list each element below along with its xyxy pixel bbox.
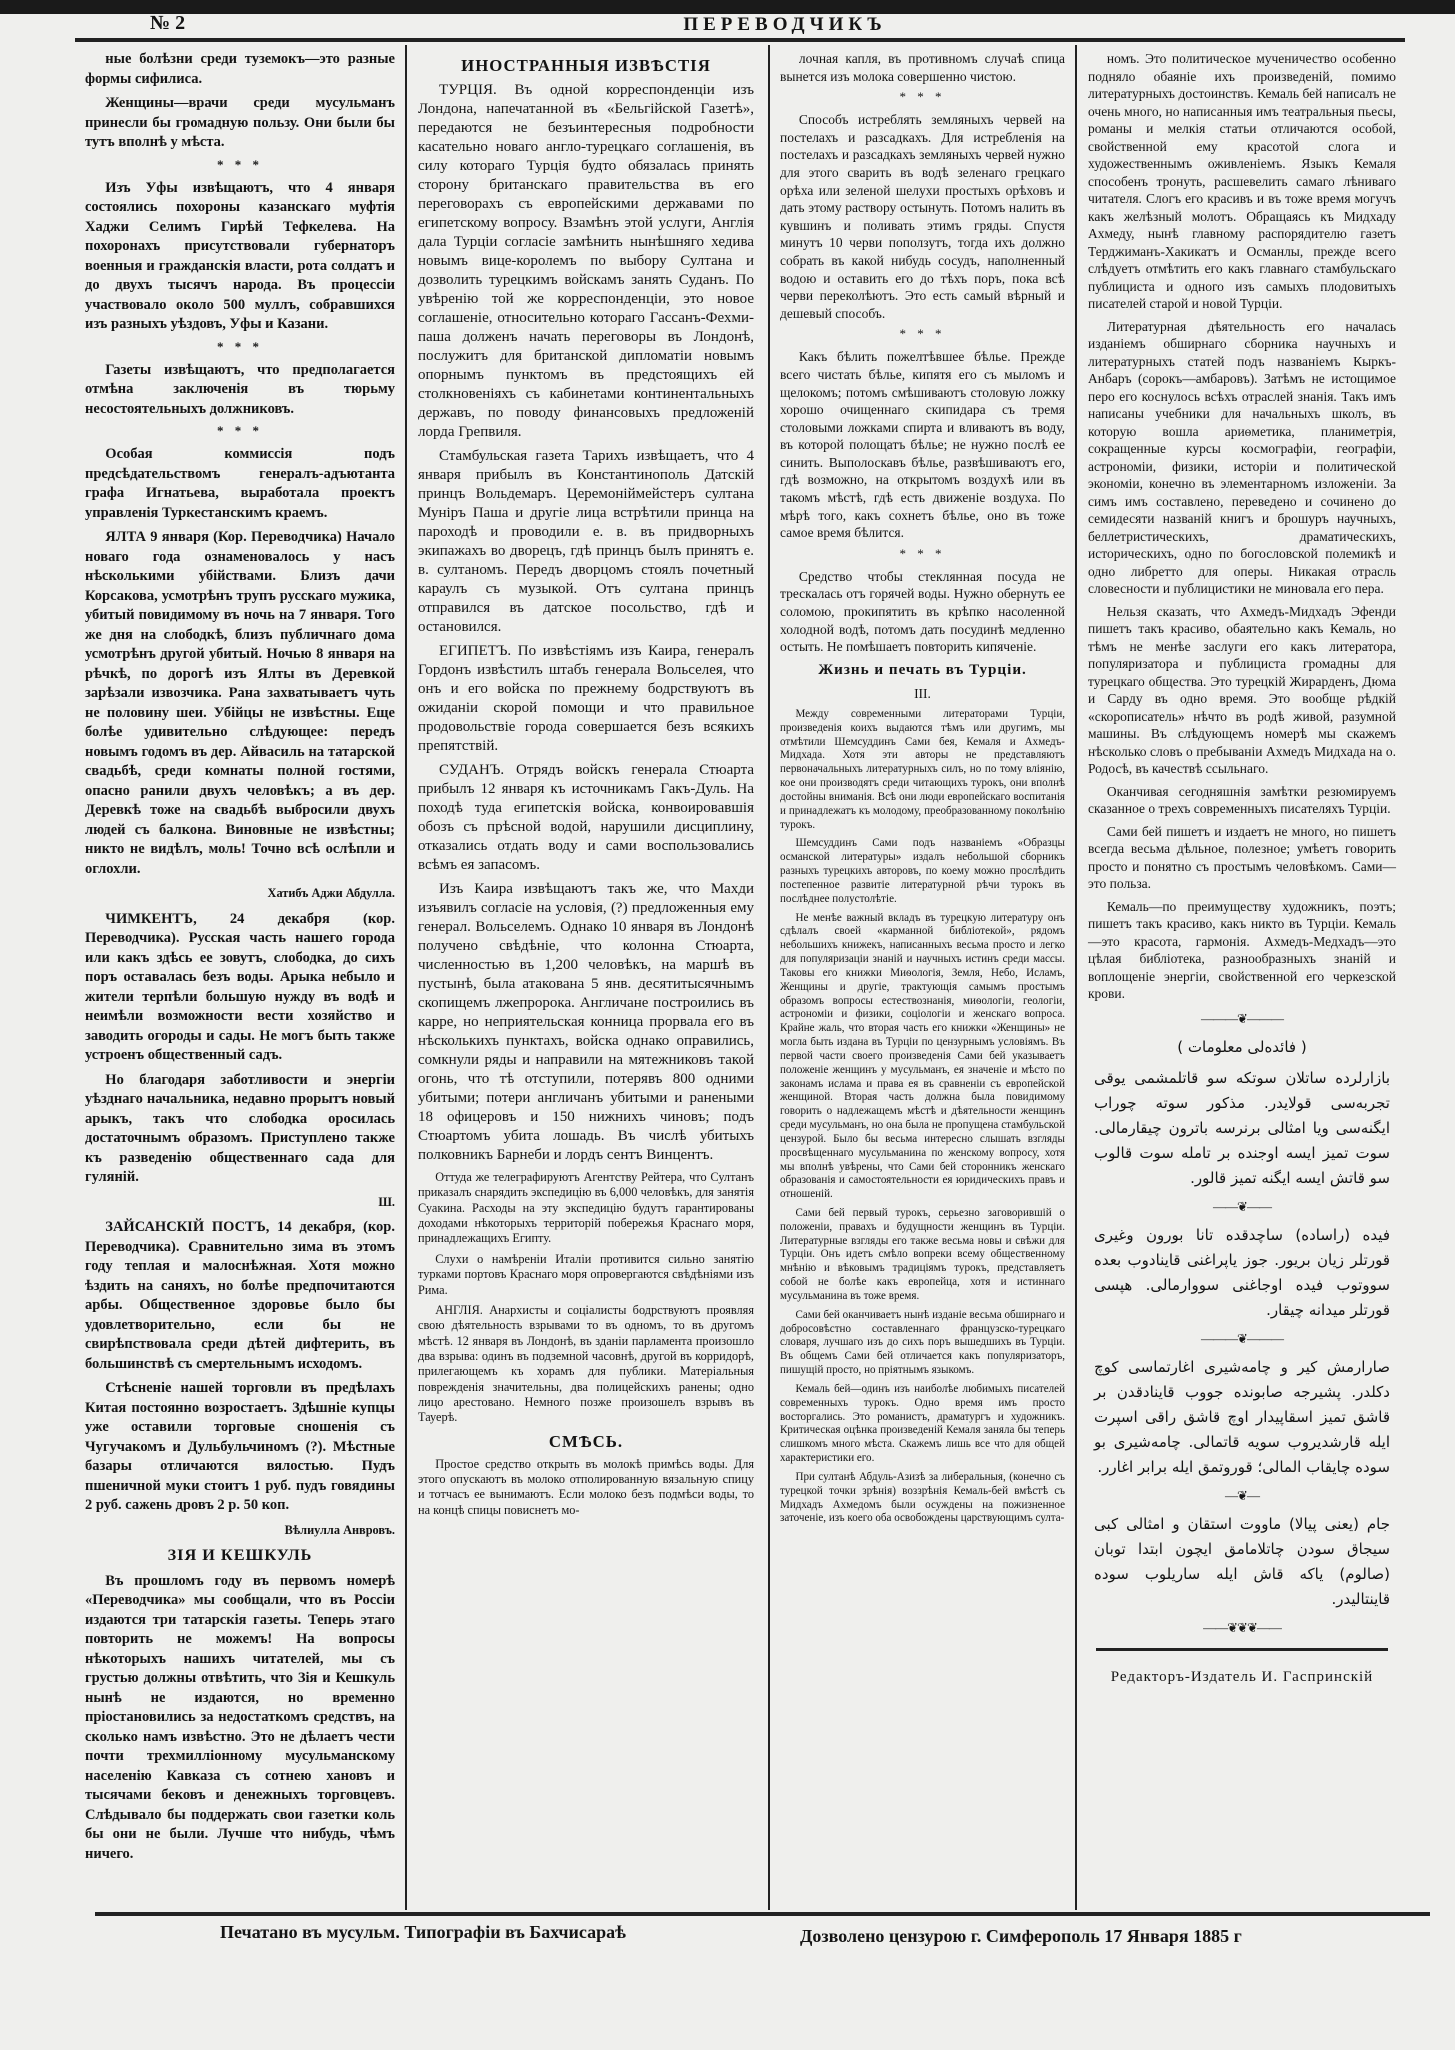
paragraph: лочная капля, въ противномъ случаѣ спица вынется изъ молока совершенно чистою. <box>780 51 1065 84</box>
arabic-paragraph: بازارلرده ساتلان سوتکه سو قاتلمشمی یوقی تجربه‌سی قولایدر. مذکور سوته چوراب ایگنه‌سی ویا امثالی برنرسه باترون چیقارمالی. سوت تمیز ایسه اوجنده بر تامله سوت قالوب سو قاتش ایسه ایگنه تمیز قالور. <box>1094 1068 1390 1187</box>
scan-top-edge <box>0 0 1455 14</box>
paragraph: Слухи о намѣреніи Италіи противится сильно занятію турками портовъ Краснаго моря опровергаются свѣдѣніями изъ Рима. <box>418 1251 754 1297</box>
paragraph: Сами бей первый турокъ, серьезно заговорившій о положеніи, правахъ и будущности женщинъ въ Турціи. Литературные взгляды его также весьма новы и свѣжи для Турціи. Онъ идетъ смѣло вопреки всему общественному мнѣнію и вѣковымъ традиціямъ турокъ, представляетъ собой не болѣе какъ европейца, хотя и истиннаго мусульманина въ тоже время. <box>780 1206 1065 1302</box>
censorship-imprint: Дозволено цензурою г. Симферополь 17 Января 1885 г <box>800 1926 1242 1946</box>
paragraph: Шемсуддинъ Сами подъ названіемъ «Образцы османской литературы» издалъ небольшой сборникъ разныхъ турецкихъ авторовъ, по коему можно прослѣдить постепенное развитіе литературной рѣчи турокъ въ послѣднее полустолѣтіе. <box>780 837 1065 905</box>
paragraph: АНГЛІЯ. Анархисты и соціалисты бодрствуютъ проявляя свою дѣятельность взрывами то въ одномъ, то въ другомъ мѣстѣ. 12 января въ Лондонѣ, въ зданіи парламента произошло два взрыва: одинъ въ подземной часовнѣ, другой въ корридорѣ, прилегающемъ къ хорамъ для публики. Матеріальныя поврежденія значительны, два полицейскихъ ранены; одно лицо арестовано. Немного позже произошелъ взрывъ въ Тауерѣ. <box>418 1302 754 1425</box>
section-separator-stars: * * * <box>217 338 263 354</box>
section-heading: Жизнь и печать въ Турціи. <box>818 661 1027 678</box>
section-separator-stars: * * * <box>899 89 946 105</box>
printer-imprint: Печатано въ мусульм. Типографіи въ Бахчисараѣ <box>220 1922 626 1942</box>
paragraph: ЗАЙСАНСКІЙ ПОСТЪ, 14 декабря, (кор. Переводчика). Сравнительно зима въ этомъ году теплая и малоснѣжная. Хотя можно ѣздить на саняхъ, но болѣе предпочитаются арбы. Общественное здоровье было бы удовлетворительно, если бы не свирѣпствовала среди дѣтей дифтерить, въ большинствѣ съ смертельнымъ исходомъ. <box>85 1219 395 1372</box>
column-3 <box>780 50 1065 1531</box>
ornament-divider: ———❦——— <box>1201 1330 1283 1346</box>
editor-publisher-line: Редакторъ-Издатель И. Гаспринскій <box>1110 1668 1374 1685</box>
paragraph: Изъ Каира извѣщаютъ такъ же, что Махди изъявилъ согласіе на условія, (?) предложенныя ему генерал. Вольселемъ. Однако 10 января въ Лондонѣ получено свѣдѣніе, что колонна Стюарта, численностью въ 1,200 человѣкъ, на маршѣ въ пустынѣ, была атакована 5 янв. десятитысячнымъ скопищемъ лжепророка. Англичане построились въ карре, но неприятельская конница прорвала его въ нѣсколькихъ пунктахъ, войска однако оправились, сомкнули ряды и направили на мятежниковъ такой огонь, что тѣ отступили, потерявъ 800 одними убитыми; потери англичанъ убитыми и ранеными 18 офицеровъ и 150 нижнихъ чиновъ; подъ Стюартомъ убита лошадь. Въ числѣ убитыхъ полковникъ Барнеби и лордъ сентъ Винцентъ. <box>418 881 754 1163</box>
paragraph: номъ. Это политическое мученичество особенно подняло обаяніе ихъ произведеній, помимо литературныхъ достоинствъ. Кемаль бей написалъ не очень много, но написанныя имъ театральныя пьесы, романы и мелкія статьи отличаются особой, свойственной ему красотой слога и художественнымъ оживленіемъ. Языкъ Кемаля способенъ тронуть, расшевелить самаго лѣниваго читателя. Слогъ его красивъ и въ тоже время могучъ какъ желѣзный молотъ. Обращаясь къ Мидхаду Ахмеду, нынѣ главному распорядителю газетъ Терджиманъ-Хакикатъ и Османлы, прежде всего слѣдуетъ отмѣтить его какъ главнаго стамбульскаго публициста и одного изъ самыхъ плодовитыхъ писателей старой и новой Турціи. <box>1088 51 1396 311</box>
arabic-paragraph: صارارمش کیر و چامه‌شیری اغارتماسی کوچ دکلدر. پشیرجه صابونده جووب قاینادقدن بر قاشق تمیز اسقاپیدار اوچ قاشق راقی اسپرت ایله قارشدیروب سویه قاتمالی. چامه‌شیری بو سوده چایقاب المالی؛ قوروتمق ایله برابر اغارر. <box>1094 1357 1390 1476</box>
paragraph: Стамбульская газета Тарихъ извѣщаетъ, что 4 января прибылъ въ Константинополь Датскій принцъ Вольдемаръ. Церемоніймейстеръ султана Мунiръ Паша и другіе лица встрѣтили принца на пароходѣ и проводили е. в. въ придворныхъ экипажахъ во дворецъ, гдѣ принцъ былъ принятъ е. в. султаномъ. Передъ дворцомъ стоялъ почетный караулъ съ музыкой. Отъ султана принцъ отправился въ датское посольство, гдѣ и остановился. <box>418 448 754 635</box>
divider-rule <box>1096 1648 1388 1651</box>
paragraph: При султанѣ Абдуль-Азизѣ за либеральныя, (конечно съ турецкой точки зрѣнія) воззрѣнія Кемаль-бей вмѣстѣ съ Мидхадъ Ахмедомъ были осуждены на пожизненное заточеніе, изъ коего оба освобождены царствующимъ султа- <box>780 1470 1065 1525</box>
column-divider <box>1075 45 1077 1910</box>
column-divider <box>768 45 770 1910</box>
column-1 <box>85 50 395 1869</box>
paragraph: Сами бей пишетъ и издаетъ не много, но пишетъ всегда весьма дѣльное, полезное; умѣетъ говорить просто и понятно съ простымъ человѣкомъ. Сами—это польза. <box>1088 823 1396 891</box>
ornament-divider: ——❦—— <box>1213 1198 1271 1214</box>
paragraph: ные болѣзни среди туземокъ—это разные формы сифилиса. <box>85 51 395 87</box>
paragraph: Особая коммиссія подъ предсѣдательствомъ генералъ-адъютанта графа Игнатьева, выработала проектъ управленія Туркестанскимъ краемъ. <box>85 446 395 521</box>
paragraph: Литературная дѣятельность его началась изданіемъ обширнаго сборника научныхъ и литературныхъ статей подъ названіемъ Кыркъ-Анбаръ (сорокъ—амбаровъ). Затѣмъ не истощимое перо его коснулось всѣхъ отраслей знанія. Такъ имъ написаны учебники для начальныхъ школъ, въ которую вошла ариѳметика, планиметрія, сокращенные курсы космографіи, географіи, астрономіи, физики, исторіи и политической экономіи, конечно въ элементарномъ изложеніи. За симъ имъ составлено, переведено и сочинено до семидесяти названій книгъ и брошуръ научныхъ, беллетристическихъ, драматическихъ, историческихъ, одно по богословской полемикѣ и одно либретто для оперы. Никакая отрасль словесности и публицистики не миновала его пера. <box>1088 318 1396 596</box>
column-divider <box>405 45 407 1910</box>
ornament-divider: —❦— <box>1225 1487 1259 1503</box>
section-separator-stars: * * * <box>899 326 946 342</box>
section-separator-stars: * * * <box>899 545 946 561</box>
paragraph: Въ прошломъ году въ первомъ номерѣ «Переводчика» мы сообщали, что въ Россіи издаются три татарскія газеты. Теперь этаго повторить не можемъ! На вопросы нѣкоторыхъ нашихъ читателей, мы съ грустью должны отвѣтить, что Зія и Кешкуль нынѣ не издаются, но временно пріостановились за недостаткомъ средствъ, на сколько намъ извѣстно. Это не дѣлаетъ чести почти трехмилліонному мусульманскому населенію Кавказа съ сотнею хановъ и тысячами бековъ и денежныхъ торговцевъ. Слѣдывало бы поддержать свои газетки коль бы они не были. Лучше что нибудь, чѣмъ ничего. <box>85 1572 395 1862</box>
section-heading: ЗІЯ И КЕШКУЛЬ <box>167 1546 313 1564</box>
byline: Вѣлиулла Анвровъ. <box>284 1522 395 1537</box>
paragraph: Но благодаря заботливости и энергіи уѣзднаго начальника, недавно прорытъ новый арыкъ, такъ что слободка оросилась достаточнымъ образомъ. Приступлено также къ разведенію общественнаго сада для гуляній. <box>85 1071 395 1185</box>
paragraph: Средство чтобы стеклянная посуда не трескалась отъ горячей воды. Нужно обернуть ее соломою, прокипятить въ крѣпко насоленной холодной водѣ, потомъ дать посудинѣ медленно остыть. Не помѣшаетъ повторить кипяченіе. <box>780 568 1065 655</box>
ornament-divider: ———❦——— <box>1201 1010 1283 1026</box>
byline: Ш. <box>378 1194 395 1209</box>
section-number: III. <box>914 686 931 702</box>
paragraph: Сами бей оканчиваетъ нынѣ изданіе весьма обширнаго и добросовѣстно составленнаго французско-турецкаго словаря, лучшаго изъ до сихъ поръ вышедшихъ въ Турціи. Въ общемъ Сами бей отличается какъ популяризаторъ, пишущій просто, но пріятнымъ языкомъ. <box>780 1308 1065 1377</box>
paragraph: Оканчивая сегодняшнія замѣтки резюмируемъ сказанное о трехъ современныхъ писателяхъ Турціи. <box>1088 783 1396 816</box>
paragraph: Оттуда же телеграфируютъ Агентству Рейтера, что Султанъ приказалъ снарядить экспедицію въ 6,000 человѣкъ, для занятія Суакина. Расходы на эту экспедицію будутъ гарантированы доходами нѣкоторыхъ территорій побережья Краснаго моря, принадлежащихъ Египту. <box>418 1170 754 1246</box>
newspaper-title: ПЕРЕВОДЧИКЪ <box>683 14 887 35</box>
paragraph: Простое средство открыть въ молокѣ примѣсь воды. Для этого опускаютъ въ молоко отполированную вязальную спицу и тотчасъ ее вынимаютъ. Если молоко безъ подмѣси воды, то на концѣ спицы повиснетъ мо- <box>418 1456 754 1517</box>
section-heading: СМѢСЬ. <box>548 1431 624 1451</box>
paragraph: Какъ бѣлить пожелтѣвшее бѣлье. Прежде всего чистать бѣлье, кипятя его съ мыломъ и щелокомъ; потомъ смѣшиваютъ столовую ложку хорошо очищеннаго скипидара съ тремя столовыми ложками спирта и вливаютъ въ воду, въ которой полощатъ бѣлье; не нужно послѣ ее синить. Выполоскавъ бѣлье, развѣшиваютъ его, гдѣ возможно, на открытомъ воздухѣ или въ такомъ мѣстѣ, гдѣ есть движеніе воздуха. По мѣрѣ того, какъ сохнетъ бѣлье, оно въ тоже самое время бѣлится. <box>780 349 1065 541</box>
arabic-paragraph: فیده (راساده) ساچدقده تانا بورون وغیری قورتلر زیان بریور. جوز یاپراغنی قاینادوب بعده سووتوب فیده اوجاغنی سووارمالی. هپسی قورتلر میدانه چیقار. <box>1094 1225 1390 1319</box>
paragraph: Между современными литераторами Турціи, произведенія коихъ выдаются тѣмъ или другимъ, мы отмѣтили Шемсуддинъ Сами бея, Кемаля и Ахмедъ-Мидхада. Хотя эти авторы не представляютъ первоначальныхъ литературныхъ силъ, но по тому вліянію, кое они производятъ среди читающихъ турокъ, они вполнѣ достойны вниманія. Всѣ они люди европейскаго воспитанія и принадлежатъ къ молодому, преобразованному поколѣнію турокъ. <box>780 708 1065 831</box>
paragraph: ЧИМКЕНТЪ, 24 декабря (кор. Переводчика). Русская часть нашего города или какъ здѣсь ее зовутъ, слободка, до сихъ поръ оставалась безъ воды. Арыка небыло и жители терпѣли большую нужду въ водѣ и неимѣли возможности вести хозяйство и заводить огороды и сады. Не могъ быть также устроенъ общественный садъ. <box>85 910 395 1063</box>
paragraph: СУДАНЪ. Отрядъ войскъ генерала Стюарта прибылъ 12 января къ источникамъ Гакъ-Дуль. На походѣ туда египетскія войска, конвоировавшія обозъ съ прѣсной водой, нарушили дисциплину, отказались отдать воду и сами воспользовались всѣмъ ея запасомъ. <box>418 762 754 873</box>
arabic-heading: ( فائده‌لی معلومات ) <box>1177 1037 1307 1056</box>
paragraph: ТУРЦІЯ. Въ одной корреспонденціи изъ Лондона, напечатанной въ «Бельгійской Газетѣ», передаются не безъинтересныя подробности касательно новаго англо-турецкаго соглашенія, въ силу котораго Турція будто обязалась принять сторону британскаго правительства въ его переговорахъ съ европейскими державами по египетскому вопросу. Взамѣнъ этой услуги, Англія дала Турціи согласіе замѣнить нынѣшняго хедива новымъ вице-королемъ по выбору Султана и дозволить турецкимъ войскамъ занять Суданъ. По увѣренію той же корреспонденціи, это новое соглашеніе, относительно котораго Гассанъ-Фехми-паша долженъ начать переговоры въ Лондонѣ, послужитъ для британской дипломатіи новымъ опорнымъ пунктомъ въ предстоящихъ ей столкновеніяхъ съ кабинетами континентальныхъ державъ, по поводу финансовыхъ предложеній лорда Грепвиля. <box>418 82 754 440</box>
paragraph: Стѣсненіе нашей торговли въ предѣлахъ Китая постоянно возростаетъ. Здѣшніе купцы уже оставили торговые сношенія съ Чугучакомъ и Дульбульчиномъ (?). Мѣстные базары отличаются вялостью. Пудъ пшеничной муки стоитъ 1 руб. пудъ говядины 2 руб. сажень дровъ 2 р. 50 коп. <box>85 1380 395 1513</box>
paragraph: Изъ Уфы извѣщаютъ, что 4 января состоялись похороны казанскаго муфтія Хаджи Селимъ Гирѣй Тефкелева. На похоронахъ присутствовали губернаторъ военныя и гражданскія власти, рота солдатъ и до двухъ тысячъ народа. Въ процессіи участвовало около 500 муллъ, собравшихся изъ разныхъ уѣздовъ, Уфы и Казани. <box>85 179 395 332</box>
arabic-paragraph: جام (یعنی پیالا) ماووت استقان و امثالی کبی سیجاق سودن چاتلامامق ایچون ابتدا توبان (صالوم) یاکه قاش ایله ساریلوب سوده قاینتالیدر. <box>1094 1514 1390 1608</box>
paragraph: Нельзя сказать, что Ахмедъ-Мидхадъ Эфенди пишетъ такъ красиво, обаятельно какъ Кемаль, но тѣмъ не менѣе заслуги его какъ литератора, популяризатора и публициста громадны для турецкаго общества. Это турецкій Жирарденъ, Дюма и Сарду въ одно время. Это вообще рѣдкій «скорописатель» нѣчто въ родѣ живой, разумной машины. Въ слѣдующемъ номерѣ мы скажемъ нѣсколько словъ о пребываніи Ахмедъ Мидхада на о. Родосѣ, въ качествѣ ссыльнаго. <box>1088 603 1396 776</box>
paragraph: Не менѣе важный вкладъ въ турецкую литературу онъ сдѣлалъ своей «карманной библіотекой», рядомъ небольшихъ книжекъ, написанныхъ весьма просто и легко для популяризаціи знаній и научныхъ истинъ среди массы. Таковы его книжки Миѳологія, Земля, Небо, Исламъ, Женщины и другіе, трактующія самымъ простымъ образомъ вопросы естествознанія, миѳологіи, геологіи, астрономіи и физики, соціологіи и женскаго вопроса. Крайне жаль, что вторая часть его книжки «Женщины» не могла быть издана въ Турціи по цензурнымъ условіямъ. Въ первой части своего произведенія Сами бей указываетъ положеніе женщинъ у мусульманъ, ея значеніе и мѣсто по законамъ ислама и права ея въ сравненіи съ европейской женщиной. Вторая часть должна была повидимому говорить о надлежащемъ мѣстѣ и дѣятельности женщинъ среди мусульманъ, но она была не пропущена стамбульской цензурой. Было бы весьма интересно слышать взгляды просвѣщеннаго мусульманина по женскому вопросу, хотя мы вполнѣ увѣрены, что Сами бей сторонникъ женскаго образованія и самостоятельности ея юридическихъ правъ и отношеній. <box>780 911 1065 1201</box>
paragraph: Газеты извѣщаютъ, что предполагается отмѣна заключенія въ тюрьму несостоятельныхъ должниковъ. <box>85 361 395 417</box>
header-rule <box>75 38 1405 42</box>
section-separator-stars: * * * <box>217 156 263 172</box>
section-heading: ИНОСТРАННЫЯ ИЗВѢСТІЯ <box>461 56 711 75</box>
paragraph: Способъ истреблять земляныхъ червей на постелахъ и разсадкахъ. Для истребленія на постелахъ и разсадкахъ земляныхъ червей нужно для этого сварить въ водѣ зеленаго грецкаго орѣха или зеленой шелухи простыхъ орѣховъ и дать этому раствору остынуть. Потомъ налить въ кувшинъ и поливать этимъ гряды. Спустя минутъ 10 черви поползутъ, тогда ихъ должно собрать въ какой нибудь сосудъ, наполненный водою и оставить его до тѣхъ поръ, пока всѣ черви переколѣютъ. Это есть самый вѣрный и дешевый способъ. <box>780 112 1065 321</box>
section-separator-stars: * * * <box>217 423 263 438</box>
column-2 <box>418 50 754 1523</box>
ornament-divider: ——❦❦❦—— <box>1203 1619 1281 1635</box>
paragraph: Женщины—врачи среди мусульманъ принесли бы громадную пользу. Они были бы тутъ вполнѣ у мѣста. <box>85 95 395 150</box>
paragraph: Кемаль—по преимуществу художникъ, поэтъ; пишетъ такъ красиво, какъ никто въ Турціи. Кемаль—это красота, гармонія. Ахмедъ-Медхадъ—это цѣлая библіотека, разнообразныхъ знаній и воплощеніе энергіи, свойственной его черкезской крови. <box>1088 898 1396 1001</box>
issue-number: № 2 <box>150 12 186 34</box>
footer-rule <box>95 1912 1430 1916</box>
paragraph: Кемаль бей—одинъ изъ наиболѣе любимыхъ писателей современныхъ турокъ. Одно время имъ просто восторгались. Это романистъ, драматургъ и художникъ. Критическая оцѣнка произведеній Кемаля заняла бы теперь слишкомъ много мѣста. Скажемъ лишь все что для общей характеристики его. <box>780 1382 1065 1465</box>
byline: Хатибъ Аджи Абдулла. <box>267 886 395 900</box>
paragraph: ЕГИПЕТЪ. По извѣстіямъ изъ Каира, генералъ Гордонъ извѣстилъ штабъ генерала Вольселея, что онъ и его войска по прежнему бодрствуютъ въ ожиданіи скорой помощи и что правильное продовольствіе города совершается безъ всякихъ препятствій. <box>418 643 754 754</box>
column-4 <box>1088 50 1396 1686</box>
paragraph: ЯЛТА 9 января (Кор. Переводчика) Начало новаго года ознаменовалось у насъ нѣсколькими убійствами. Близъ дачи Корсакова, усмотрѣнъ трупъ русскаго мужика, убитый повидимому въ ночь на 7 января. Того же дня на слободкѣ, близъ публичнаго дома усмотрѣнъ другой убитый. Ночью 8 января на рѣчкѣ, по дорогѣ изъ Ялты въ Деревкой зарѣзали извозчика. Рана захватываетъ чуть не половину шеи. Убійцы не извѣстны. Еще болѣе удивительно слѣдующее: передъ новымъ годомъ въ дер. Айвасиль на татарской свадьбѣ, среди комнаты полной гостями, опасно ранили двухъ человѣкъ; а въ дер. Деревкѣ тоже на свадьбѣ выбросили двухъ людей съ балкона. Виновные не извѣстны; никто не видѣлъ, моль! Точно всѣ ослѣпли и оглохли. <box>85 529 395 877</box>
